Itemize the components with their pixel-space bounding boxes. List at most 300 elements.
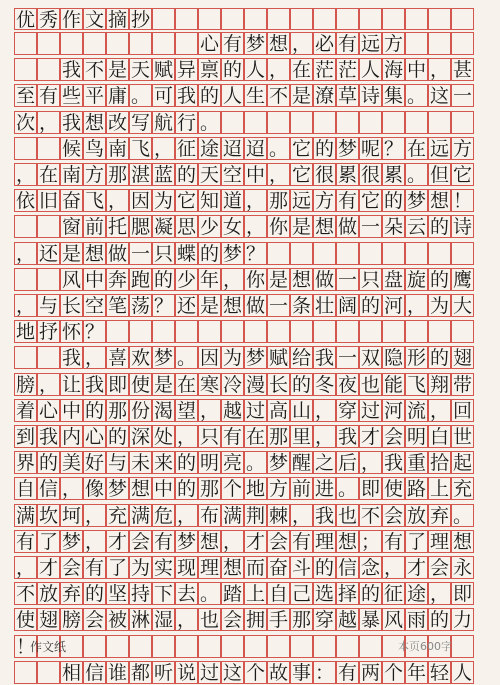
title-char: ， [291, 33, 311, 55]
blank-cell [336, 635, 359, 658]
essay-char: 放 [38, 583, 58, 606]
essay-char: 淋 [130, 609, 150, 632]
essay-char: 漫 [245, 373, 265, 396]
essay-char: 奔 [107, 268, 127, 291]
essay-char: 的 [84, 583, 104, 606]
essay-char: 集 [383, 85, 403, 108]
essay-char: 年 [406, 661, 426, 684]
essay-char: 征 [176, 137, 196, 160]
essay-char: 。 [406, 85, 426, 108]
blank-cell [14, 32, 37, 55]
essay-char: 条 [291, 295, 311, 317]
essay-char: ， [84, 504, 104, 527]
essay-char: 与 [38, 295, 58, 317]
essay-char: 因 [130, 190, 150, 213]
essay-char: 说 [176, 661, 196, 684]
essay-char: 梦 [107, 478, 127, 501]
essay-char: 路 [406, 478, 426, 501]
essay-char: 在 [245, 426, 265, 448]
essay-char: 是 [291, 216, 311, 239]
essay-char: 奋 [268, 557, 288, 579]
essay-char: 拥 [245, 609, 265, 632]
blank-cell [106, 320, 129, 343]
essay-char: 。 [199, 583, 219, 606]
essay-char: 它 [360, 190, 380, 213]
essay-char: 的 [199, 242, 219, 265]
blank-cell [244, 8, 267, 30]
blank-cell [106, 32, 129, 55]
essay-char: 都 [130, 661, 150, 684]
essay-char: 朵 [383, 216, 403, 239]
essay-char: 充 [452, 478, 472, 501]
essay-char: 我 [176, 85, 196, 108]
blank-cell [198, 8, 221, 30]
essay-char: 会 [130, 530, 150, 553]
essay-char: 做 [107, 242, 127, 265]
essay-char: 进 [314, 478, 334, 501]
essay-char: 鸟 [84, 137, 104, 160]
essay-char: 给 [291, 347, 311, 370]
essay-char: ， [15, 164, 35, 186]
indent-cell [14, 215, 37, 238]
essay-char: 念 [360, 557, 380, 579]
blank-cell [152, 8, 175, 30]
blank-cell [267, 111, 290, 134]
title-char: 梦 [245, 33, 265, 55]
essay-char: 有 [222, 426, 242, 448]
essay-char: 即 [107, 373, 127, 396]
essay-char: 择 [337, 583, 357, 606]
title-char: 必 [314, 33, 334, 55]
essay-char: 高 [268, 399, 288, 422]
essay-char: 生 [245, 85, 265, 108]
essay-char: 那 [107, 164, 127, 186]
essay-char: ？ [245, 242, 265, 265]
essay-char: 隐 [383, 347, 403, 370]
essay-char: 会 [61, 557, 81, 579]
essay-char: 山 [291, 399, 311, 422]
blank-cell [428, 320, 451, 343]
essay-char: 力 [452, 609, 472, 632]
essay-char: ， [291, 504, 311, 527]
essay-char: 腮 [130, 216, 150, 239]
essay-char: 女 [222, 216, 242, 239]
essay-char: 选 [314, 583, 334, 606]
essay-char: 方 [268, 478, 288, 501]
essay-char: 它 [291, 164, 311, 186]
title-char: 心 [199, 33, 219, 55]
header-char: 摘 [107, 9, 127, 31]
essay-char: 形 [406, 347, 426, 370]
essay-char: 一 [452, 85, 472, 108]
essay-char: 庸 [107, 85, 127, 108]
essay-char: 的 [360, 583, 380, 606]
essay-char: 的 [176, 164, 196, 186]
essay-char: 之 [314, 452, 334, 475]
essay-char: 改 [107, 111, 127, 134]
essay-char: 空 [84, 295, 104, 317]
essay-char: ， [314, 399, 334, 422]
essay-char: 也 [337, 504, 357, 527]
essay-char: 想 [199, 530, 219, 553]
essay-char: 越 [337, 609, 357, 632]
essay-char: ， [245, 190, 265, 213]
essay-char: 中 [84, 268, 104, 291]
essay-char: 中 [153, 478, 173, 501]
essay-char: 我 [314, 504, 334, 527]
essay-char: 抒 [38, 321, 58, 344]
essay-char: 坷 [61, 504, 81, 527]
blank-cell [359, 242, 382, 265]
essay-char: 渴 [153, 399, 173, 422]
blank-cell [313, 635, 336, 658]
essay-char: 我 [337, 426, 357, 448]
essay-char: 像 [84, 478, 104, 501]
essay-char: 平 [84, 85, 104, 108]
paper-label: 作文纸 [30, 640, 67, 654]
essay-char: 它 [291, 137, 311, 160]
essay-char: 着 [15, 399, 35, 422]
essay-char: 的 [199, 85, 219, 108]
essay-char: 里 [291, 426, 311, 448]
essay-char: 方 [84, 164, 104, 186]
essay-char: 理 [429, 530, 449, 553]
essay-char: 很 [314, 164, 334, 186]
essay-char: 会 [268, 530, 288, 553]
blank-cell [428, 32, 451, 55]
essay-char: 想 [130, 478, 150, 501]
essay-char: 故 [268, 661, 288, 684]
blank-cell [221, 635, 244, 658]
essay-char: 窗 [61, 216, 81, 239]
essay-char: 飞 [84, 190, 104, 213]
essay-char: 到 [15, 426, 35, 448]
essay-char: 的 [383, 190, 403, 213]
essay-char: 明 [199, 452, 219, 475]
blank-cell [129, 320, 152, 343]
essay-char: 了 [107, 557, 127, 579]
essay-char: 在 [406, 137, 426, 160]
indent-cell [37, 58, 60, 81]
essay-char: 冬 [314, 373, 334, 396]
essay-char: 回 [452, 399, 472, 422]
essay-char: 流 [406, 399, 426, 422]
essay-char: 好 [84, 452, 104, 475]
indent-cell [14, 346, 37, 369]
essay-char: 理 [314, 530, 334, 553]
essay-char: 一 [337, 347, 357, 370]
essay-char: 少 [176, 268, 196, 291]
blank-cell [198, 320, 221, 343]
essay-char: 我 [314, 347, 334, 370]
essay-char: ， [153, 137, 173, 160]
essay-char: 能 [383, 373, 403, 396]
essay-char: 双 [360, 347, 380, 370]
essay-char: 甚 [452, 59, 472, 82]
essay-char: 。 [268, 137, 288, 160]
essay-char: ： [314, 661, 334, 684]
essay-char: 为 [153, 190, 173, 213]
essay-char: 美 [61, 452, 81, 475]
essay-char: 知 [199, 190, 219, 213]
essay-char: 的 [176, 478, 196, 501]
essay-char: ？ [84, 321, 104, 344]
essay-char: 笔 [107, 295, 127, 317]
essay-char: 梦 [245, 347, 265, 370]
blank-cell [451, 111, 474, 134]
essay-char: 踏 [222, 583, 242, 606]
essay-char: 它 [452, 164, 472, 186]
blank-cell [221, 111, 244, 134]
blank-cell [405, 32, 428, 55]
essay-char: 湛 [130, 164, 150, 186]
essay-char: 会 [383, 426, 403, 448]
essay-char: 的 [291, 373, 311, 396]
essay-char: 人 [222, 85, 242, 108]
essay-char: 还 [38, 242, 58, 265]
essay-char: 心 [84, 426, 104, 448]
essay-char: 穿 [337, 399, 357, 422]
essay-char: 在 [291, 59, 311, 82]
essay-char: 中 [245, 164, 265, 186]
essay-char: 赋 [153, 59, 173, 82]
essay-char: 南 [107, 137, 127, 160]
essay-char: 想 [222, 557, 242, 579]
essay-char: 梦 [337, 137, 357, 160]
essay-char: 长 [61, 295, 81, 317]
header-char: 文 [84, 9, 104, 31]
blank-cell [382, 242, 405, 265]
essay-char: 个 [245, 661, 265, 684]
essay-char: 翅 [38, 609, 58, 632]
blank-cell [83, 32, 106, 55]
blank-cell [313, 320, 336, 343]
essay-char: 做 [314, 268, 334, 291]
essay-char: 想 [452, 530, 472, 553]
blank-cell [451, 8, 474, 30]
essay-char: 你 [245, 268, 265, 291]
essay-char: 呢 [360, 137, 380, 160]
essay-char: 的 [107, 426, 127, 448]
essay-char: 我 [383, 452, 403, 475]
essay-char: 年 [199, 268, 219, 291]
essay-char: ， [406, 295, 426, 317]
essay-char: 使 [15, 609, 35, 632]
essay-char: 重 [406, 452, 426, 475]
blank-cell [451, 242, 474, 265]
essay-char: 为 [222, 347, 242, 370]
essay-char: 但 [429, 164, 449, 186]
essay-char: 持 [130, 583, 150, 606]
blank-cell [129, 635, 152, 658]
essay-char: ， [429, 583, 449, 606]
essay-char: 满 [15, 504, 35, 527]
essay-char: 是 [199, 295, 219, 317]
essay-char: 下 [153, 583, 173, 606]
essay-char: 会 [383, 504, 403, 527]
essay-char: 旧 [38, 190, 58, 213]
blank-cell [290, 635, 313, 658]
essay-char: 一 [337, 268, 357, 291]
essay-char: 湿 [153, 609, 173, 632]
essay-char: 地 [245, 478, 265, 501]
blank-cell [175, 32, 198, 55]
essay-char: 的 [429, 347, 449, 370]
essay-char: 被 [107, 609, 127, 632]
essay-char: 梦 [61, 530, 81, 553]
essay-char: 是 [153, 373, 173, 396]
blank-cell [37, 32, 60, 55]
essay-char: 长 [268, 373, 288, 396]
essay-char: 你 [268, 216, 288, 239]
essay-char: 为 [130, 557, 150, 579]
essay-char: 来 [153, 452, 173, 475]
blank-cell [221, 320, 244, 343]
essay-char: 想 [337, 530, 357, 553]
essay-char: 信 [337, 557, 357, 579]
essay-char: 谁 [107, 661, 127, 684]
essay-char: 。 [406, 164, 426, 186]
essay-char: 听 [153, 661, 173, 684]
essay-char: 征 [383, 583, 403, 606]
essay-char: 梦 [153, 347, 173, 370]
essay-char: 坚 [107, 583, 127, 606]
essay-char: 充 [107, 504, 127, 527]
essay-char: 。 [337, 478, 357, 501]
essay-char: ， [107, 190, 127, 213]
essay-char: 去 [176, 583, 196, 606]
essay-char: 凝 [153, 216, 173, 239]
blank-cell [336, 242, 359, 265]
essay-char: 潦 [314, 85, 334, 108]
essay-char: 想 [84, 242, 104, 265]
essay-char: 有 [153, 530, 173, 553]
essay-char: 前 [291, 478, 311, 501]
essay-char: ？ [153, 295, 173, 317]
essay-char: 大 [452, 295, 472, 317]
essay-char: 禀 [199, 59, 219, 82]
essay-char: 风 [383, 609, 403, 632]
essay-char: 在 [38, 164, 58, 186]
essay-char: 才 [38, 557, 58, 579]
blank-cell [198, 635, 221, 658]
blank-cell [405, 111, 428, 134]
essay-char: 布 [199, 504, 219, 527]
essay-char: 的 [176, 452, 196, 475]
essay-char: ， [176, 504, 196, 527]
essay-char: 有 [38, 85, 58, 108]
essay-char: 次 [15, 111, 35, 134]
essay-char: ， [38, 111, 58, 134]
essay-char: 写 [130, 111, 150, 134]
essay-char: 旋 [406, 268, 426, 291]
essay-char: 相 [61, 661, 81, 684]
essay-char: 茫 [337, 59, 357, 82]
essay-char: 欢 [130, 347, 150, 370]
essay-char: 的 [429, 268, 449, 291]
essay-char: 白 [429, 426, 449, 448]
essay-char: 望 [176, 399, 196, 422]
essay-char: 奋 [61, 190, 81, 213]
essay-char: 明 [406, 426, 426, 448]
blank-cell [359, 320, 382, 343]
essay-char: 人 [452, 661, 472, 684]
essay-char: ， [245, 216, 265, 239]
essay-char: 穿 [314, 609, 334, 632]
title-char: 想 [268, 33, 288, 55]
essay-char: 轻 [429, 661, 449, 684]
essay-char: 的 [222, 59, 242, 82]
blank-cell [290, 111, 313, 134]
essay-char: 一 [360, 216, 380, 239]
blank-cell [336, 320, 359, 343]
essay-char: 壮 [314, 295, 334, 317]
essay-char: 弃 [429, 504, 449, 527]
essay-char: 不 [268, 85, 288, 108]
essay-char: 梦 [222, 242, 242, 265]
essay-char: 斗 [291, 557, 311, 579]
essay-char: ！ [452, 190, 472, 213]
essay-char: 我 [38, 426, 58, 448]
essay-char: 实 [153, 557, 173, 579]
essay-char: 个 [222, 478, 242, 501]
page-info: 本页600字 [398, 640, 452, 653]
essay-char: 有 [84, 557, 104, 579]
essay-char: 梦 [268, 452, 288, 475]
essay-char: 那 [199, 478, 219, 501]
indent-cell [14, 661, 37, 684]
essay-char: 天 [199, 164, 219, 186]
blank-cell [405, 242, 428, 265]
indent-cell [37, 268, 60, 291]
blank-cell [428, 111, 451, 134]
essay-char: 。 [245, 452, 265, 475]
essay-char: 过 [199, 661, 219, 684]
essay-char: 放 [406, 504, 426, 527]
blank-cell [428, 8, 451, 30]
essay-char: 雨 [406, 609, 426, 632]
blank-cell [313, 242, 336, 265]
essay-char: 棘 [268, 504, 288, 527]
essay-char: ， [314, 426, 334, 448]
essay-char: 深 [130, 426, 150, 448]
essay-char: ， [360, 452, 380, 475]
essay-char: 是 [107, 59, 127, 82]
essay-char: 夜 [337, 373, 357, 396]
essay-char: 累 [383, 164, 403, 186]
essay-char: 只 [360, 268, 380, 291]
essay-char: 会 [429, 557, 449, 579]
essay-char: 想 [84, 111, 104, 134]
essay-char: 想 [429, 190, 449, 213]
essay-char: 做 [337, 216, 357, 239]
blank-cell [221, 8, 244, 30]
essay-char: 与 [107, 452, 127, 475]
essay-char: 蓝 [153, 164, 173, 186]
essay-char: 带 [452, 373, 472, 396]
essay-char: 那 [291, 609, 311, 632]
essay-char: 前 [84, 216, 104, 239]
essay-char: 理 [199, 557, 219, 579]
essay-char: 我 [61, 111, 81, 134]
essay-char: 海 [383, 59, 403, 82]
essay-char: 河 [383, 399, 403, 422]
essay-char: 至 [15, 85, 35, 108]
essay-char: 拾 [429, 452, 449, 475]
essay-char: ， [38, 373, 58, 396]
essay-char: 思 [176, 216, 196, 239]
essay-char: ， [84, 347, 104, 370]
